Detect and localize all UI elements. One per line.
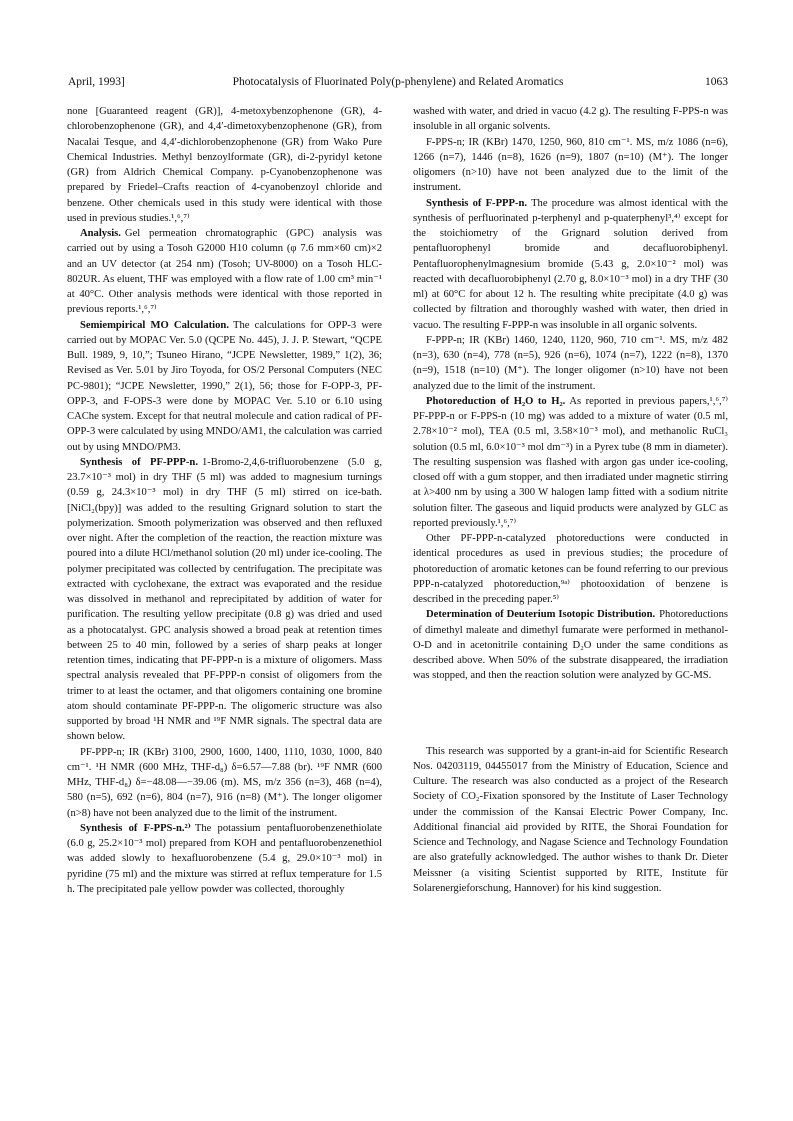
paragraph-text: PF-PPP-n; IR (KBr) 3100, 2900, 1600, 1400, 1110, 1030, 1000, 840 cm⁻¹. ¹H NMR (600 MHz, THF-d₈) δ=6.57—7.88 (br). ¹⁹F NMR (600 MHz, THF-d₈) δ=−48.08—−39.06 (m). MS, m/z 356 (n=3), 468 (n=4), 580 (n=5), 692 (n=6), 804 (n=7), 916 (n=8) (M⁺). The longer oligomer (n>8) have not been analyzed due to the limit of the instrument. <box>67 746 382 819</box>
running-header <box>68 74 728 90</box>
running-title: Photocatalysis of Fluorinated Poly(p-phenylene) and Related Aromatics <box>232 76 564 88</box>
paragraph <box>413 531 728 607</box>
paragraph-text: F-PPS-n; IR (KBr) 1470, 1250, 960, 810 cm⁻¹. MS, m/z 1086 (n=6), 1266 (n=7), 1446 (n=8), 1626 (n=9), 1807 (n=10) (M⁺). The longer oligomers (n>10) have not been analyzed due to the limit of the instrument. <box>413 136 728 194</box>
section-heading: Synthesis of F-PPS-n.²⁾ <box>80 822 191 834</box>
paragraph <box>67 455 382 745</box>
paragraph <box>67 318 382 455</box>
section-heading: Synthesis of PF-PPP-n. <box>80 456 198 468</box>
paragraph-text: The potassium pentafluorobenzenethiolate (6.0 g, 25.2×10⁻³ mol) prepared from KOH and pentafluorobenzenethiol was added slowly to hexafluorobenzene (5.4 g, 29.0×10⁻³ mol) in pyridine (75 ml) and the mixture was stirred at reflux temperature for 1.5 h. The precipitated pale yellow powder was collected, thoroughly <box>67 822 382 895</box>
paragraph-text: Other PF-PPP-n-catalyzed photoreductions were conducted in identical procedures as used in previous studies; the procedure of photoreduction of aromatic ketones can be found referring to our previous PPP-n-catalyzed photoreduction,⁹ᵃ⁾ photooxidation of benzene is described in the preceding paper.⁵⁾ <box>413 533 728 605</box>
paragraph-text: The procedure was almost identical with the synthesis of perfluorinated p-terphenyl and p-quaterphenyl³,⁴⁾ except for the stoichiometry of the Grignard solution derived from pentafluorophenyl bromide and decafluorobiphenyl. Pentafluorophenylmagnesium bromide (5.43 g, 2.0×10⁻² mol) was reacted with decafluorobiphenyl (2.70 g, 8.0×10⁻³ mol) in a dry THF (30 ml) at 60°C for about 12 h. The resulting white precipitate (4.0 g) was collected by filtration and thoroughly washed with water, then dried in vacuo. The resulting F-PPP-n was insoluble in all organic solvents. <box>413 197 728 331</box>
paragraph <box>413 135 728 196</box>
paragraph-text: This research was supported by a grant-in-aid for Scientific Research Nos. 04203119, 04455017 from the Ministry of Education, Science and Culture. The research was also conducted as a project of the Research Society of CO₂-Fixation sponsored by the Institute of Laser Technology under the commission of the Kansai Electric Power Company, Inc. Additional financial aid provided by RITE, the Shorai Foundation for Science and Technology, and Nagase Science and Technology Foundation are also gratefully acknowledged. The author wishes to thank Dr. Dieter Meissner (a visiting Scientist supported by RITE, Institute für Solarenergieforschung, Hannover) for his kind suggestion. <box>413 745 728 894</box>
issue-date: April, 1993] <box>68 76 125 88</box>
section-heading: Semiempirical MO Calculation. <box>80 319 229 331</box>
paragraph-text: 1-Bromo-2,4,6-trifluorobenzene (5.0 g, 23.7×10⁻³ mol) in dry THF (5 ml) was added to magnesium turnings (0.59 g, 24.3×10⁻³ mol) in dry THF (5 ml) stirred on ice-bath. [NiCl₂(bpy)] was added to the resulting Grignard solution to start the polymerization. Smooth polymerization was observed and then refluxed over night. After the completion of the reaction, the reaction mixture was poured into a dilute HCl/methanol solution (20 ml) under ice-cooling. The polymer precipitated was collected by centrifugation. The precipitate was extracted with cyclohexane, the extract was evaporated and the residue was dissolved in methanol and reprecipitated by addition of water for purification. The resulting yellow precipitate (0.8 g) was dried and used as a photocatalyst. GPC analysis showed a broad peak at retention times between 25 to 40 min, followed by a series of sharp peaks at longer retention times, indicating that PF-PPP-n is a mixture of oligomers. Mass spectral analysis revealed that PF-PPP-n consist of oligomers from the trimer to at least the octamer, and that oligomers containing one bromine atom should contaminate PF-PPP-n. The oligomeric structure was also supported by broad ¹H NMR and ¹⁹F NMR signals. The spectral data are shown below. <box>67 456 383 743</box>
paragraph-text: washed with water, and dried in vacuo (4.2 g). The resulting F-PPS-n was insoluble in all organic solvents. <box>413 106 728 133</box>
section-heading: Determination of Deuterium Isotopic Distribution. <box>426 609 656 621</box>
section-heading: Photoreduction of H₂O to H₂. <box>426 395 566 407</box>
paragraph <box>67 745 382 821</box>
paragraph-text: none [Guaranteed reagent (GR)], 4-metoxybenzophenone (GR), 4-chlorobenzophenone (GR), and 4,4′-dimetoxybenzophenone (GR), from Nacalai Tesque, and 4,4′-dichlorobenzophenone (GR) from Wako Pure Chemical Industries. Methyl benzoylformate (GR), di-2-pyridyl ketone (GR) from Aldrich Chemical Company. p-Cyanobenzophenone was prepared by Friedel–Crafts reaction of 4-cyanobenzoyl chloride and benzene. Other chemicals used in this study were identical with those used in previous studies.¹,⁶,⁷⁾ <box>67 106 382 224</box>
paragraph <box>413 196 728 333</box>
paragraph <box>67 226 382 318</box>
paragraph <box>67 821 382 897</box>
paragraph <box>413 607 728 683</box>
paragraph-text: Gel permeation chromatographic (GPC) analysis was carried out by using a Tosoh G2000 H10 column (φ 7.6 mm×60 cm)×2 and an UV detector (at 254 nm) (Tosoh; UV-8000) on a Tosoh HLC-802UR. As eluent, THF was employed with a flow rate of 1.00 cm³ min⁻¹ at 40°C. Other analysis methods were identical with those reported in previous reports.¹,⁶,⁷⁾ <box>67 228 382 316</box>
page-number: 1063 <box>705 76 728 88</box>
paragraph <box>413 394 728 531</box>
paragraph-text: As reported in previous papers,¹,⁶,⁷⁾ PF-PPP-n or F-PPS-n (10 mg) was added to a mixture of water (0.5 ml, 2.78×10⁻² mol), TEA (0.5 ml, 3.58×10⁻³ mol), and methanolic RuCl₃ solution (0.5 ml, 6.0×10⁻³ mol dm⁻³) in a Pyrex tube (8 mm in diameter). The resulting suspension was flashed with argon gas under ice-cooling, closed off with a gum stopper, and then irradiated under magnetic stirring at λ>400 nm by using a 300 W halogen lamp fitted with a sodium nitrite solution filter. The gaseous and liquid products were analyzed by GLC as reported previously.¹,⁶,⁷⁾ <box>413 395 728 529</box>
paragraph <box>413 104 728 135</box>
paragraph-text: Photoreductions of dimethyl maleate and dimethyl fumarate were performed in methanol-O-D and in acetonitrile containing D₂O under the same conditions as described above. When 50% of the substrate disappeared, the irradiation was stopped, and then the reaction solution were analyzed by GC-MS. <box>413 609 728 682</box>
paragraph <box>413 333 728 394</box>
section-heading: Synthesis of F-PPP-n. <box>426 197 528 209</box>
paragraph <box>413 744 728 897</box>
paragraph-text: F-PPP-n; IR (KBr) 1460, 1240, 1120, 960, 710 cm⁻¹. MS, m/z 482 (n=3), 630 (n=4), 778 (n=5), 926 (n=6), 1074 (n=7), 1222 (n=8), 1370 (n=9), 1518 (n=10) (M⁺). The longer oligomer (n>10) have not been analyzed due to the limit of the instrument. <box>413 334 728 392</box>
left-column <box>67 104 382 897</box>
section-heading: Analysis. <box>80 228 121 239</box>
paragraph <box>67 104 382 226</box>
right-column <box>413 104 728 896</box>
paragraph-text: The calculations for OPP-3 were carried out by MOPAC Ver. 5.0 (QCPE No. 445), J. J. P. Stewart, “QCPE Bull. 1989, 9, 10,”; Tsuneo Hirano, “JCPE Newsletter, 1989,” 1(2), 36; Revised as Ver. 5.01 by Jiro Toyoda, for OS/2 Personal Computers (NEC PC-9801); “JCPE Newsletter, 1990,” 2(1), 56; those for F-OPP-3, PF-OPP-3, and F-OPS-3 were done by MOPAC Ver. 5.10 or 6.10 using CAChe system. Except for that neutral molecule and cation radical of PF-OPP-3 were calculated by using MNDO/AM1, the calculation was carried out by using MNDO/PM3. <box>67 319 382 453</box>
